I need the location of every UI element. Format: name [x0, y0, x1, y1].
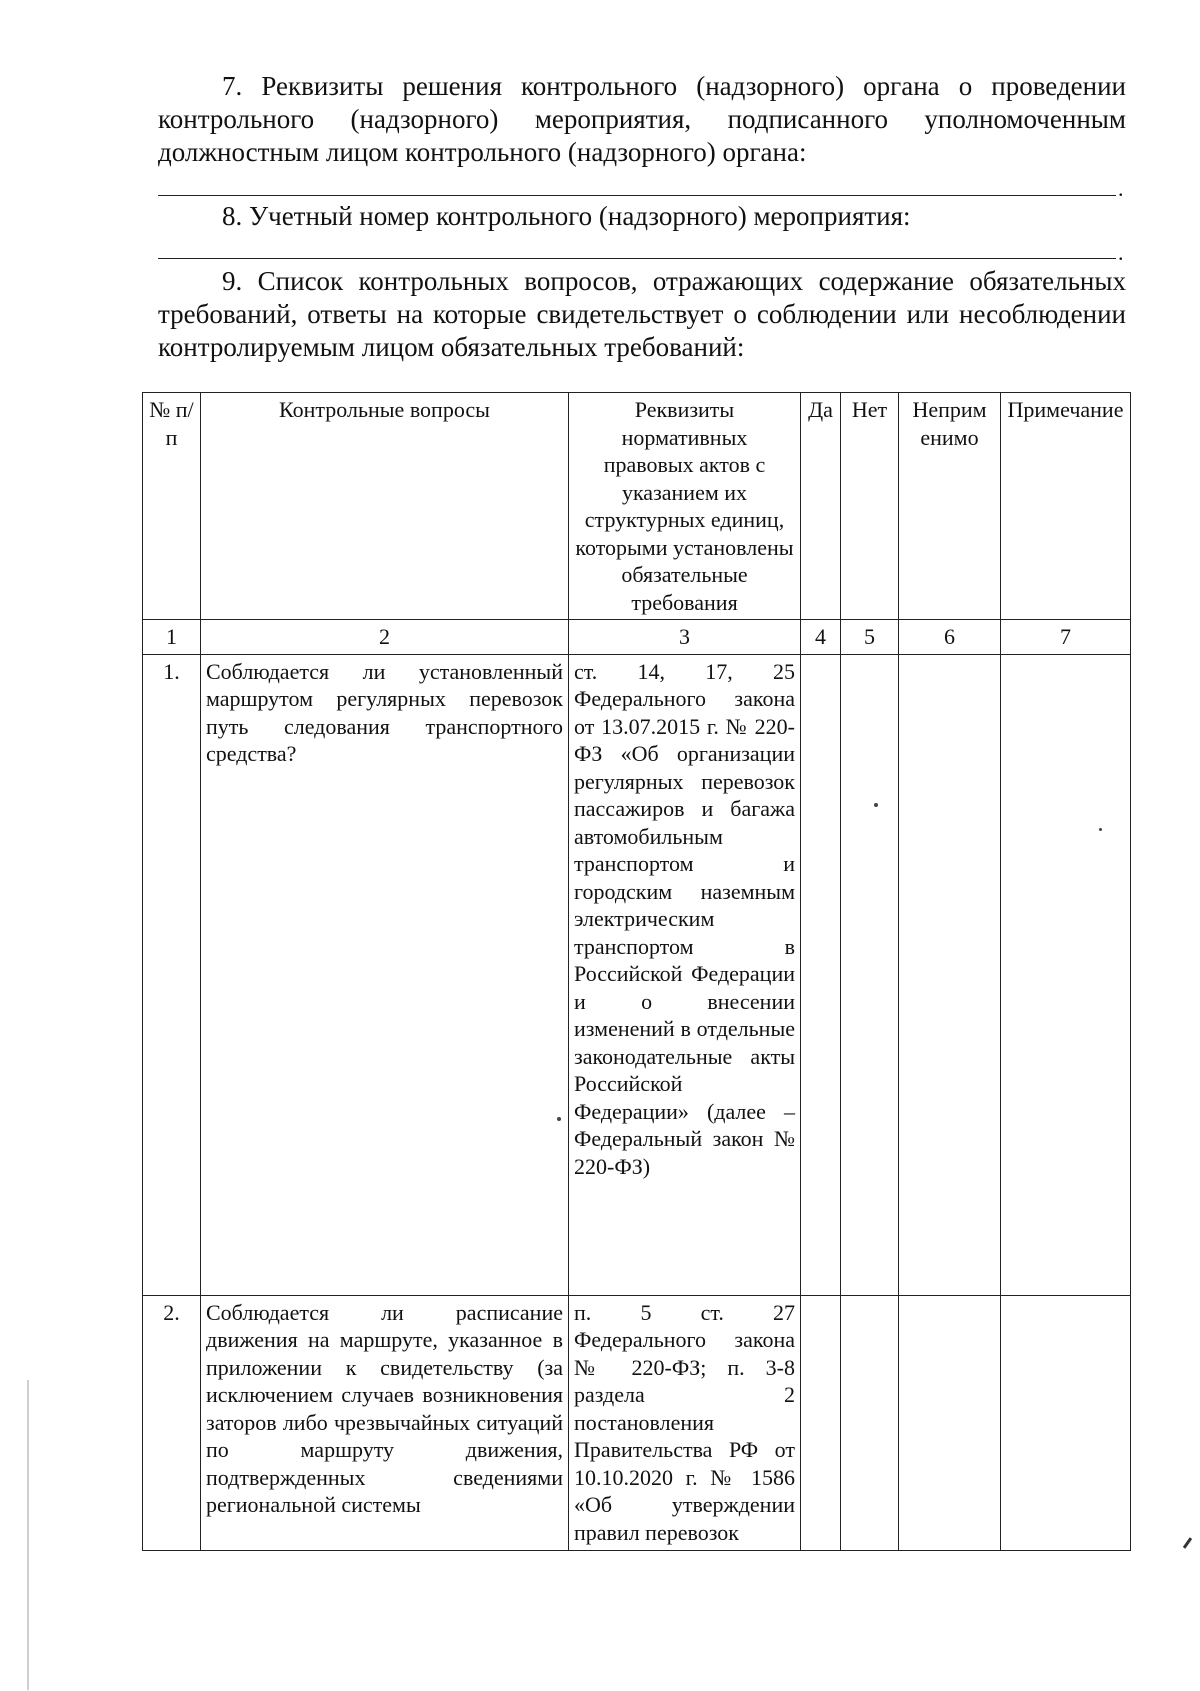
row-yes-cell[interactable] [801, 654, 841, 1295]
scan-corner-mark [1183, 1537, 1192, 1549]
blank-line-end: . [1118, 240, 1124, 265]
scan-speck [1099, 828, 1102, 831]
blank-line-record-number [158, 258, 1116, 259]
row-no-cell[interactable] [841, 654, 899, 1295]
table-row [143, 654, 1131, 1295]
header-not-applicable: Неприм енимо [899, 393, 1001, 620]
section-7 [158, 70, 1126, 169]
section-8 [158, 200, 1126, 233]
row-question: Соблюдается ли расписание движения на маршруте, указанное в приложении к свидетельству (за исключением случаев возникновения заторов либо чрезвычайных ситуаций по маршруту движения, подтвержденных сведениями региональной системы [201, 1295, 569, 1550]
section-9-text: Список контрольных вопросов, отражающих содержание обязательных требований, ответы на которые свидетельствует о соблюдении или несоблюдении контролируемым лицом обязательных требований: [158, 266, 1127, 362]
column-number: 4 [801, 620, 841, 655]
row-number: 2. [143, 1295, 201, 1550]
header-yes: Да [801, 393, 841, 620]
row-no-cell[interactable] [841, 1295, 899, 1550]
column-number: 3 [569, 620, 801, 655]
table-row [143, 1295, 1131, 1550]
column-number: 1 [143, 620, 201, 655]
section-8-text: Учетный номер контрольного (надзорного) мероприятия: [249, 201, 911, 231]
row-not-applicable-cell[interactable] [899, 654, 1001, 1295]
header-no: Нет [841, 393, 899, 620]
row-requisites: ст. 14, 17, 25 Федерального закона от 13.07.2015 г. № 220-ФЗ «Об организации регулярных перевозок пассажиров и багажа автомобильным транспортом и городским наземным электрическим транспортом в Российской Федерации и о внесении изменений в отдельные законодательные акты Российской Федерации» (далее – Федеральный закон № 220-ФЗ) [569, 654, 801, 1295]
row-not-applicable-cell[interactable] [899, 1295, 1001, 1550]
scan-edge-shadow [27, 1380, 29, 1690]
scan-speck [874, 803, 878, 807]
scan-speck [557, 1117, 561, 1121]
blank-line-decision [158, 195, 1116, 196]
section-9-number: 9. [222, 266, 243, 296]
checklist-table [142, 392, 1131, 1551]
column-number: 7 [1001, 620, 1131, 655]
header-number: № п/п [143, 393, 201, 620]
header-requisites: Реквизиты нормативных правовых актов с указанием их структурных единиц, которыми установлены обязательные требования [569, 393, 801, 620]
section-7-text: Реквизиты решения контрольного (надзорного) органа о проведении контрольного (надзорного) мероприятия, подписанного уполномоченным должностным лицом контрольного (надзорного) органа: [158, 71, 1127, 167]
section-9 [158, 265, 1126, 364]
row-number: 1. [143, 654, 201, 1295]
row-requisites: п. 5 ст. 27 Федерального закона № 220-ФЗ; п. 3-8 раздела 2 постановления Правительства РФ от 10.10.2020 г. № 1586 «Об утверждении правил перевозок [569, 1295, 801, 1550]
header-note: Примечание [1001, 393, 1131, 620]
blank-line-end: . [1118, 176, 1124, 201]
section-7-number: 7. [222, 71, 243, 101]
column-number-row [143, 620, 1131, 655]
table-header-row [143, 393, 1131, 620]
column-number: 5 [841, 620, 899, 655]
column-number: 6 [899, 620, 1001, 655]
row-question: Соблюдается ли установленный маршрутом регулярных перевозок путь следования транспортного средства? [201, 654, 569, 1295]
header-questions: Контрольные вопросы [201, 393, 569, 620]
section-8-number: 8. [222, 201, 243, 231]
row-yes-cell[interactable] [801, 1295, 841, 1550]
row-note-cell[interactable] [1001, 1295, 1131, 1550]
row-note-cell[interactable] [1001, 654, 1131, 1295]
column-number: 2 [201, 620, 569, 655]
